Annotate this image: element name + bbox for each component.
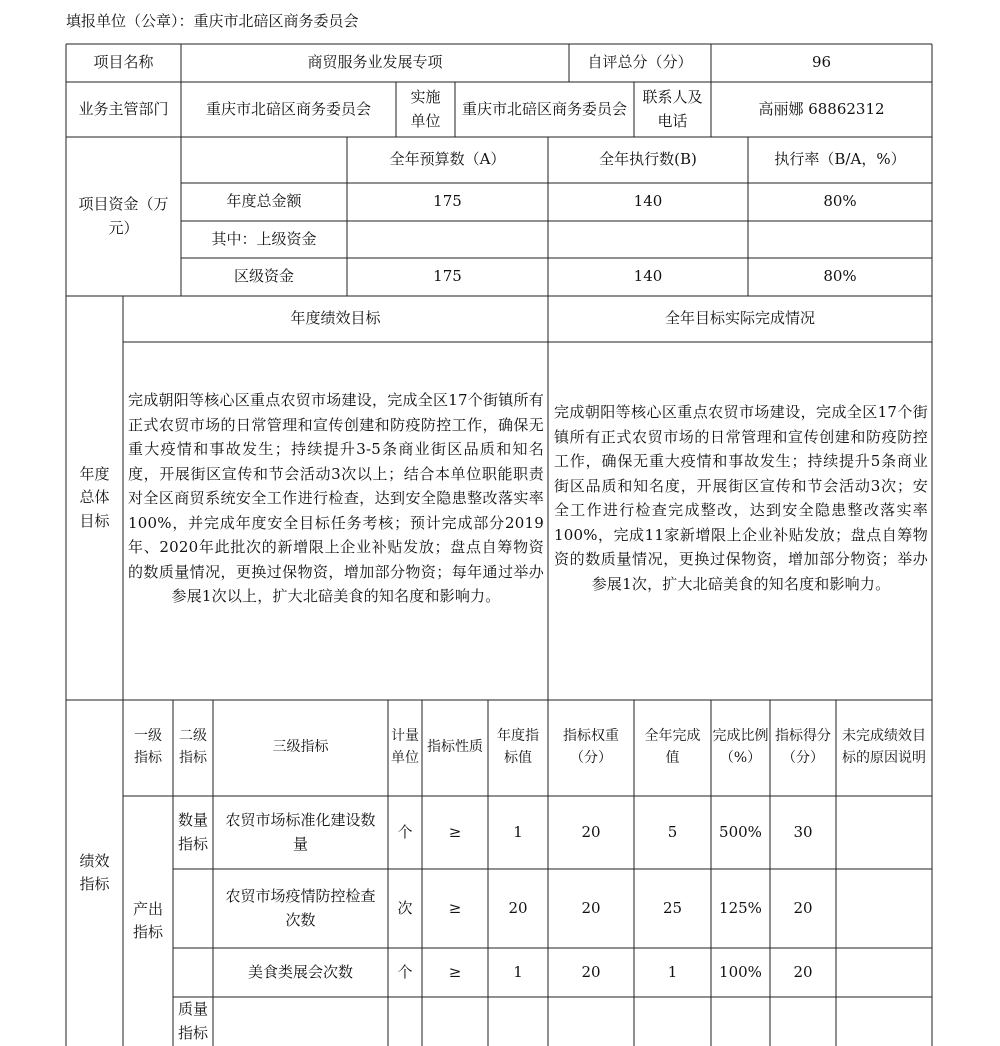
- dept-value: 重庆市北碚区商务委员会: [205, 99, 371, 118]
- perf-header-level3: 三级指标: [272, 739, 329, 756]
- funds-row-exec: 140: [633, 192, 663, 211]
- perf-row-unit: 个: [397, 822, 413, 841]
- funds-row-label: 区级资金: [233, 267, 294, 286]
- perf-header-ratio: 完成比例（%）: [712, 728, 769, 766]
- perf-row-unit: 次: [397, 898, 413, 917]
- funds-col-exec: 全年执行数(B): [599, 150, 697, 169]
- perf-row-target: 1: [513, 962, 523, 981]
- perf-row-nature: ≥: [448, 822, 462, 841]
- perf-row-reason: [836, 948, 932, 997]
- funds-row-budget: 175: [433, 192, 462, 211]
- goals-label: 年度总体目标: [79, 465, 110, 530]
- perf-header-actual: 全年完成值: [644, 728, 701, 766]
- goals-left-text: 完成朝阳等核心区重点农贸市场建设，完成全区17个街镇所有正式农贸市场的日常管理和宣传创建和防疫防控工作，确保无重大疫情和事故发生；持续提升3-5条商业街区品质和知名度，开展街区宣传和节会活动3次以上；结合本单位职能职责对全区商贸系统安全工作进行检查，达到安全隐患整改落实率100%，并完成年度安全目标任务考核；预计完成部分2019年、2020年此批次的新增限上企业补贴发放；盘点自筹物资的数质量情况，更换过保物资，增加部分物资；每年通过举办参展1次以上，扩大北碚美食的知名度和影响力。: [128, 391, 544, 605]
- funds-row-label: 年度总金额: [226, 192, 302, 211]
- perf-header-nature: 指标性质: [427, 739, 483, 756]
- funds-row-rate: 80%: [823, 192, 857, 211]
- funds-label: 项目资金（万元）: [78, 195, 169, 237]
- funds-col-rate: 执行率（B/A，%）: [774, 150, 906, 169]
- perf-row-name: 美食类展会次数: [247, 962, 353, 981]
- perf-row-ratio: 500%: [719, 822, 762, 841]
- project-name-value: 商贸服务业发展专项: [307, 53, 443, 72]
- funds-row-budget: [347, 221, 548, 258]
- perf-row-actual: 5: [667, 822, 678, 841]
- filing-unit-line: 填报单位（公章）：重庆市北碚区商务委员会: [66, 12, 359, 30]
- perf-row-name: 农贸市场疫情防控检查次数: [225, 887, 376, 929]
- perf-row-score: 20: [793, 962, 813, 981]
- funds-row-exec: [548, 221, 748, 258]
- perf-header-level1: 一级指标: [134, 728, 162, 766]
- funds-col-budget: 全年预算数（A）: [389, 150, 506, 169]
- perf-row-ratio: 125%: [719, 898, 762, 917]
- perf-row-target: 20: [508, 898, 528, 917]
- contact-label: 联系人及电话: [642, 88, 703, 130]
- perf-header-unit: 计量单位: [391, 728, 419, 766]
- perf-row-nature: ≥: [448, 962, 462, 981]
- perf-row-unit: 个: [397, 962, 413, 981]
- quality-indicator-label: 质量指标: [178, 1000, 209, 1042]
- perf-header-target: 年度指标值: [497, 728, 539, 766]
- funds-row-rate: 80%: [823, 267, 857, 286]
- output-indicator-label: 产出指标: [133, 899, 164, 941]
- perf-header-reason: 未完成绩效目标的原因说明: [842, 728, 926, 766]
- perf-row-reason: [836, 869, 932, 948]
- perf-label: 绩效指标: [79, 851, 110, 893]
- funds-row-rate: [748, 221, 932, 258]
- perf-row-weight: 20: [581, 822, 601, 841]
- perf-row-reason: [836, 796, 932, 869]
- impl-label: 实施单位: [410, 88, 441, 130]
- quantity-indicator-label: 数量指标: [178, 811, 209, 853]
- perf-row-weight: 20: [581, 962, 601, 981]
- goals-right-header: 全年目标实际完成情况: [664, 309, 815, 328]
- goals-right-text: 完成朝阳等核心区重点农贸市场建设，完成全区17个街镇所有正式农贸市场的日常管理和宣传创建和防疫防控工作，确保无重大疫情和事故发生；持续提升5条商业街区品质和知名度，开展街区宣传和节会活动3次；安全工作进行检查完成整改，达到安全隐患整改落实率100%，完成11家新增限上企业补贴发放；盘点自筹物资的数质量情况，更换过保物资，增加部分物资；举办参展1次，扩大北碚美食的知名度和影响力。: [554, 403, 928, 593]
- contact-value: 高丽娜 68862312: [758, 99, 885, 118]
- perf-row-actual: 1: [667, 962, 678, 981]
- perf-row-weight: 20: [581, 898, 601, 917]
- impl-value: 重庆市北碚区商务委员会: [461, 99, 627, 118]
- funds-row-exec: 140: [633, 267, 663, 286]
- perf-row-score: 20: [793, 898, 813, 917]
- goals-left-header: 年度绩效目标: [290, 309, 381, 328]
- perf-row-ratio: 100%: [719, 962, 762, 981]
- funds-row-label: 其中：上级资金: [211, 229, 317, 248]
- perf-header-level2: 二级指标: [179, 728, 207, 766]
- perf-row-name: 农贸市场标准化建设数量: [225, 811, 376, 853]
- self-score-value: 96: [811, 53, 832, 72]
- self-score-label: 自评总分（分）: [587, 53, 693, 72]
- perf-row-nature: ≥: [448, 898, 462, 917]
- perf-row-target: 1: [513, 822, 523, 841]
- perf-row-score: 30: [793, 822, 813, 841]
- project-name-label: 项目名称: [93, 53, 154, 72]
- dept-label: 业务主管部门: [78, 99, 169, 118]
- perf-header-score: 指标得分（分）: [775, 728, 831, 766]
- perf-row-actual: 25: [662, 898, 683, 917]
- funds-row-budget: 175: [433, 267, 462, 286]
- perf-header-weight: 指标权重（分）: [563, 728, 619, 766]
